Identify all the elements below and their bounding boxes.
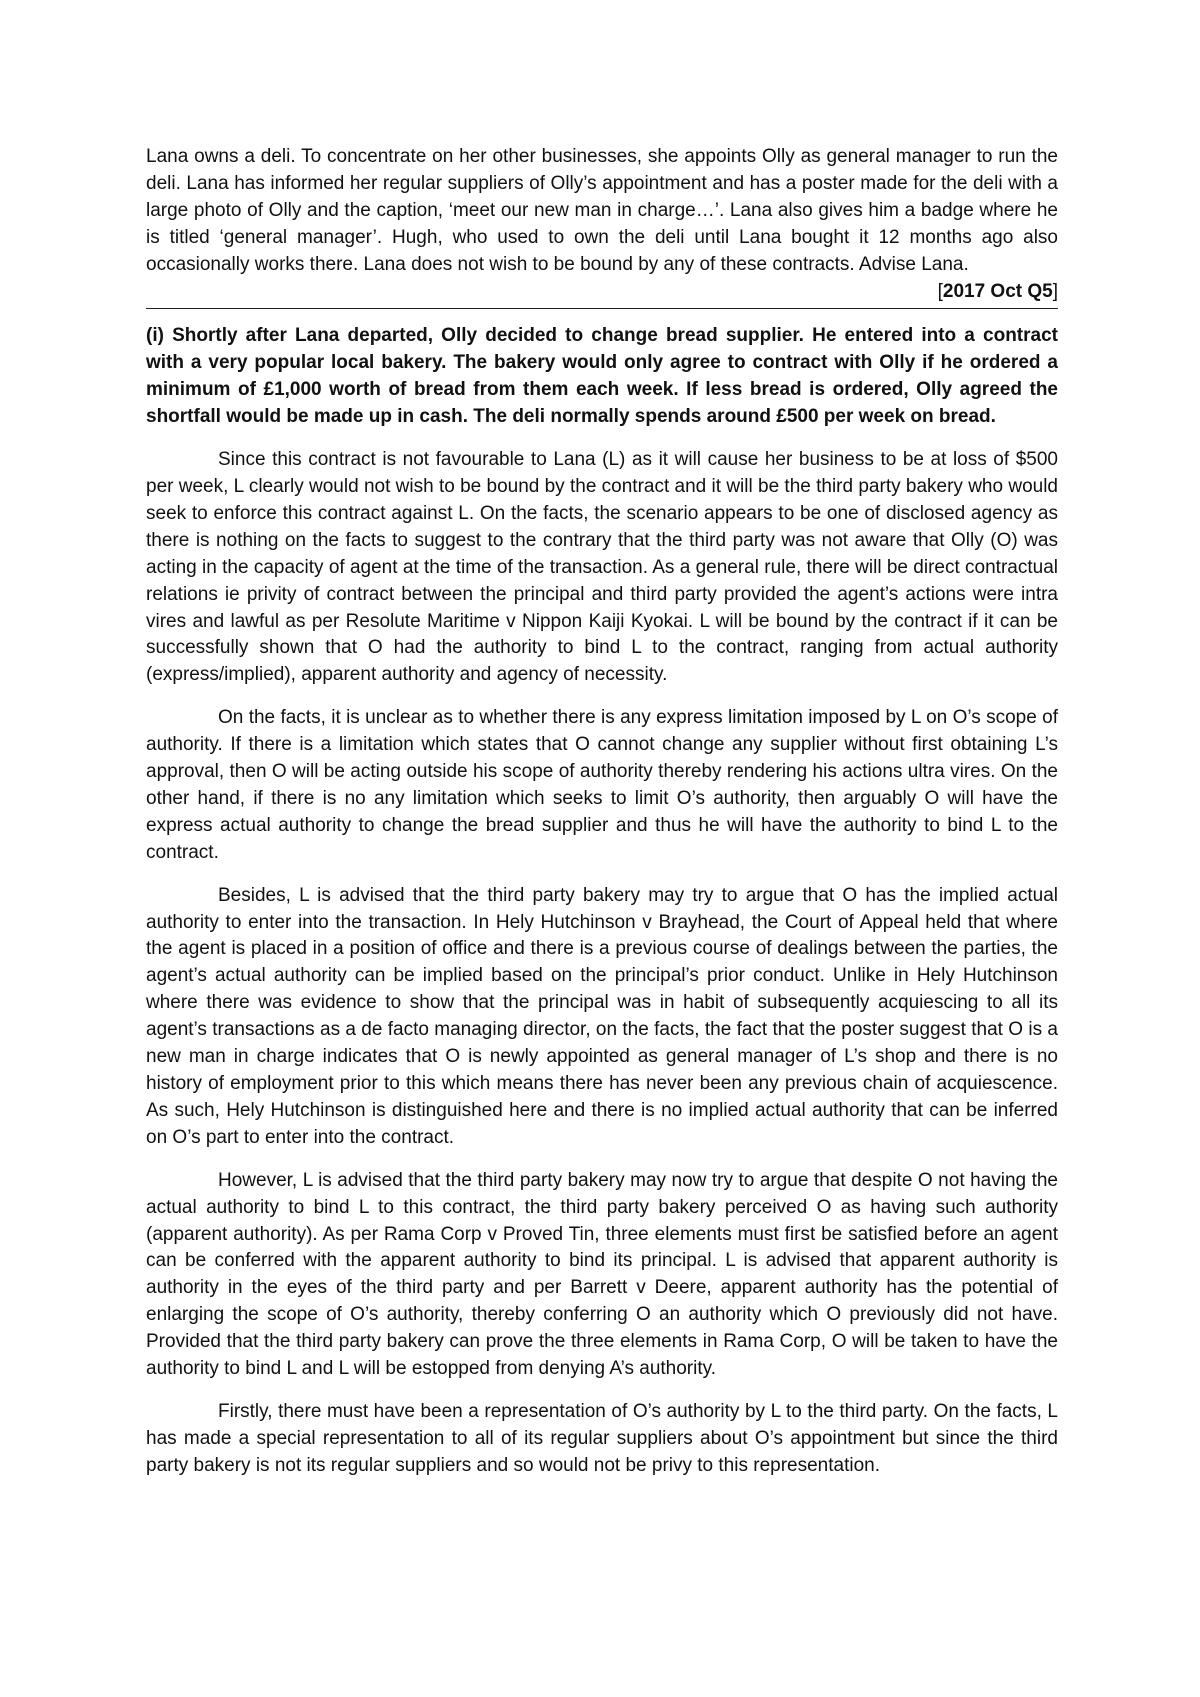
- subquestion-paragraph: (i) Shortly after Lana departed, Olly decided to change bread supplier. He entered into a contract with a very popular local bakery. The bakery would only agree to contract with Olly if he ordered a minimum of £1,000 worth of bread from them each week. If less bread is ordered, Olly agreed the shortfall would be made up in cash. The deli normally spends around £500 per week on bread.: [146, 325, 1058, 428]
- answer-paragraph-2: On the facts, it is unclear as to whether there is any express limitation imposed by L on O’s scope of authority. If there is a limitation which states that O cannot change any supplier without first obtaining L’s approval, then O will be acting outside his scope of authority thereby rendering his actions ultra vires. On the other hand, if there is no any limitation which seeks to limit O’s authority, then arguably O will have the express actual authority to change the bread supplier and thus he will have the authority to bind L to the contract.: [146, 707, 1058, 863]
- question-text: Lana owns a deli. To concentrate on her other businesses, she appoints Olly as general manager to run the deli. Lana has informed her regular suppliers of Olly’s appointment and has a poster made for the deli with a large photo of Olly and the caption, ‘meet our new man in charge…’. Lana also gives him a badge where he is titled ‘general manager’. Hugh, who used to own the deli until Lana bought it 12 months ago also occasionally works there. Lana does not wish to be bound by any of these contracts. Advise Lana.: [146, 146, 1058, 275]
- question-reference: [938, 279, 1058, 306]
- question-paragraph: [146, 144, 1058, 309]
- question-reference-code: 2017 Oct Q5: [942, 280, 1053, 302]
- question-reference-close: ]: [1052, 280, 1058, 302]
- answer-paragraph-3: Besides, L is advised that the third party bakery may try to argue that O has the implied actual authority to enter into the transaction. In Hely Hutchinson v Brayhead, the Court of Appeal held that where the agent is placed in a position of office and there is a previous course of dealings between the parties, the agent’s actual authority can be implied based on the principal’s prior conduct. Unlike in Hely Hutchinson where there was evidence to show that the principal was in habit of subsequently acquiescing to all its agent’s transactions as a de facto managing director, on the facts, the fact that the poster suggest that O is a new man in charge indicates that O is newly appointed as general manager of L’s shop and there is no history of employment prior to this which means there has never been any previous chain of acquiescence. As such, Hely Hutchinson is distinguished here and there is no implied actual authority that can be inferred on O’s part to enter into the contract.: [146, 884, 1058, 1148]
- answer-paragraph-1: Since this contract is not favourable to Lana (L) as it will cause her business to be at loss of $500 per week, L clearly would not wish to be bound by the contract and it will be the third party bakery who would seek to enforce this contract against L. On the facts, the scenario appears to be one of disclosed agency as there is nothing on the facts to suggest to the contrary that the third party was not aware that Olly (O) was acting in the capacity of agent at the time of the transaction. As a general rule, there will be direct contractual relations ie privity of contract between the principal and third party provided the agent’s actions were intra vires and lawful as per Resolute Maritime v Nippon Kaiji Kyokai. L will be bound by the contract if it can be successfully shown that O had the authority to bind L to the contract, ranging from actual authority (express/implied), apparent authority and agency of necessity.: [146, 449, 1058, 686]
- document-body: [146, 144, 1058, 1480]
- answer-paragraph-4: However, L is advised that the third party bakery may now try to argue that despite O not having the actual authority to bind L to this contract, the third party bakery perceived O as having such authority (apparent authority). As per Rama Corp v Proved Tin, three elements must first be satisfied before an agent can be conferred with the apparent authority to bind its principal. L is advised that apparent authority is authority in the eyes of the third party and per Barrett v Deere, apparent authority has the potential of enlarging the scope of O’s authority, thereby conferring O an authority which O previously did not have. Provided that the third party bakery can prove the three elements in Rama Corp, O will be taken to have the authority to bind L and L will be estopped from denying A’s authority.: [146, 1169, 1058, 1380]
- question-reference-open: [: [937, 280, 943, 302]
- answer-paragraph-5: Firstly, there must have been a representation of O’s authority by L to the third party. On the facts, L has made a special representation to all of its regular suppliers about O’s appointment but since the third party bakery is not its regular suppliers and so would not be privy to this representation.: [146, 1400, 1058, 1476]
